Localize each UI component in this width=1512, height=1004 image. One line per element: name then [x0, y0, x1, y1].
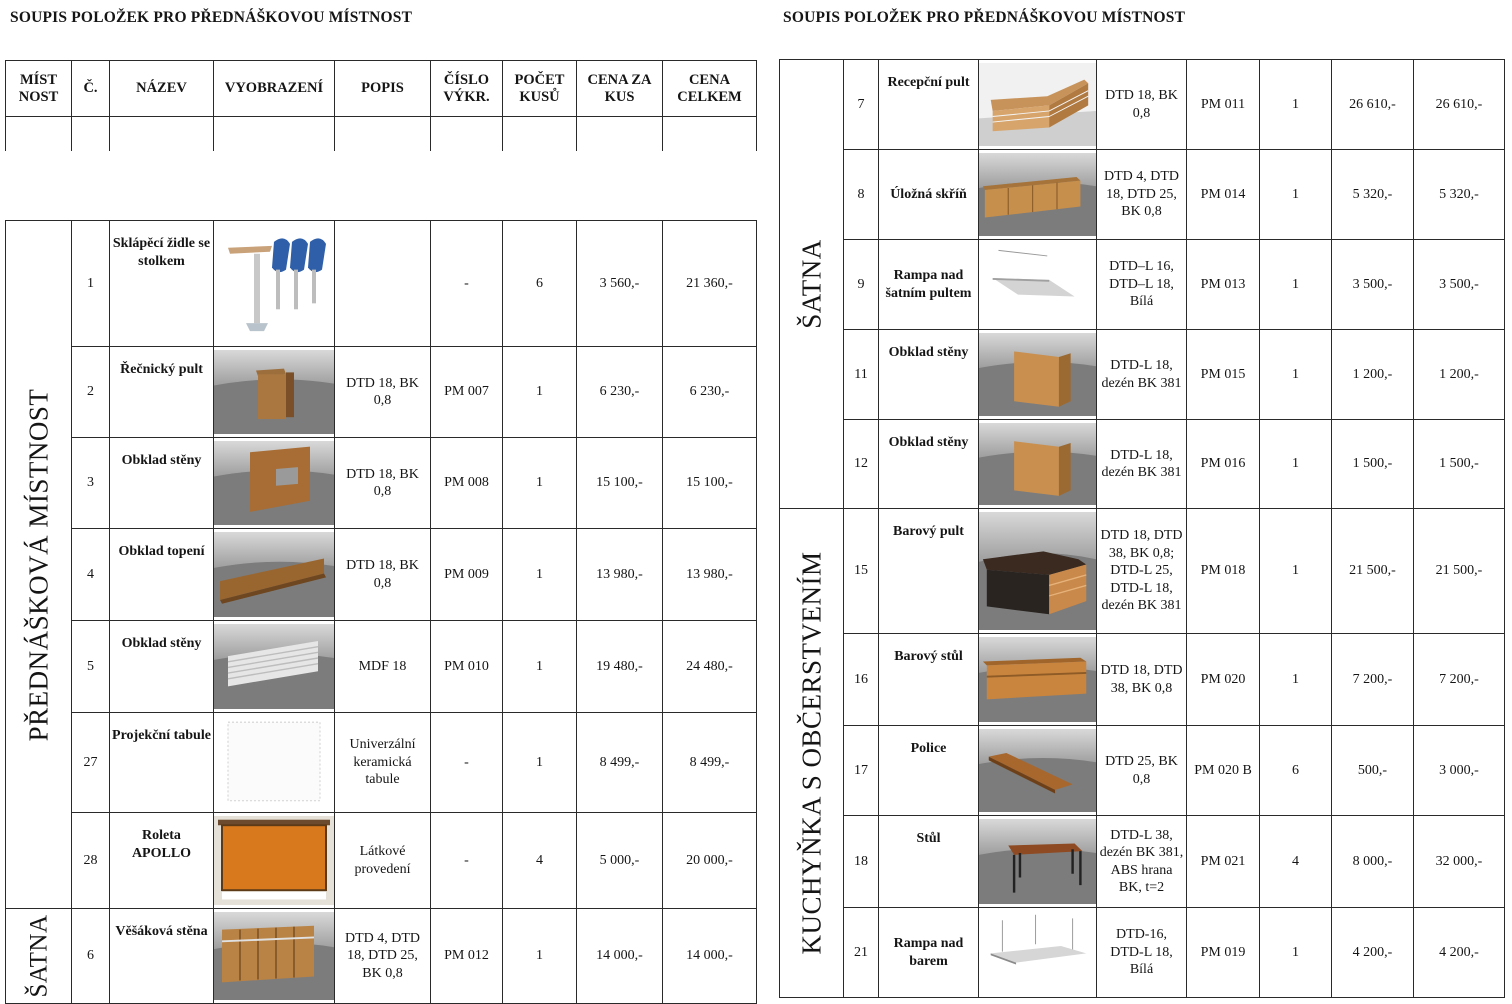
item-total-price: 20 000,- — [663, 813, 757, 909]
item-unit-price: 8 499,- — [577, 713, 663, 813]
table-row — [780, 330, 1505, 420]
table-row — [6, 529, 757, 621]
item-drawing-number: PM 020 B — [1187, 726, 1260, 816]
room-name: PŘEDNÁŠKOVÁ MÍSTNOST — [22, 388, 53, 741]
table-render — [979, 816, 1097, 907]
item-image — [214, 813, 335, 909]
header-name: NÁZEV — [110, 61, 214, 117]
item-unit-price: 15 100,- — [577, 438, 663, 529]
items-table-left — [5, 220, 757, 1004]
table-row — [6, 221, 757, 347]
item-drawing-number: - — [431, 713, 503, 813]
item-name: Úložná skříň — [879, 150, 979, 240]
item-drawing-number: PM 015 — [1187, 330, 1260, 420]
item-total-price: 1 500,- — [1414, 420, 1505, 509]
item-description: DTD 18, BK 0,8 — [335, 438, 431, 529]
storage-cabinet-render — [979, 150, 1097, 239]
folding-chairs-image — [214, 221, 335, 346]
item-total-price: 3 500,- — [1414, 240, 1505, 330]
item-total-price: 1 200,- — [1414, 330, 1505, 420]
item-name: Barový stůl — [879, 634, 979, 726]
room-label — [6, 221, 72, 909]
room-label — [6, 909, 72, 1004]
item-image — [979, 908, 1097, 998]
item-quantity: 4 — [1260, 816, 1332, 908]
item-quantity: 6 — [1260, 726, 1332, 816]
item-quantity: 1 — [1260, 420, 1332, 509]
table-row — [780, 726, 1505, 816]
item-unit-price: 5 320,- — [1332, 150, 1414, 240]
item-image — [214, 438, 335, 529]
item-quantity: 4 — [503, 813, 577, 909]
item-unit-price: 500,- — [1332, 726, 1414, 816]
room-label — [780, 60, 844, 509]
item-quantity: 1 — [1260, 908, 1332, 998]
radiator-cover-render — [214, 529, 335, 620]
table-row — [6, 813, 757, 909]
item-image — [979, 150, 1097, 240]
item-image — [979, 509, 1097, 634]
item-description: Univerzální keramická tabule — [335, 713, 431, 813]
item-unit-price: 26 610,- — [1332, 60, 1414, 150]
lectern-render — [214, 347, 335, 437]
item-image — [979, 60, 1097, 150]
item-name: Projekční tabule — [110, 713, 214, 813]
wall-cladding-render — [979, 420, 1097, 508]
item-description: DTD 18, BK 0,8 — [335, 529, 431, 621]
header-unit-price: CENA ZA KUS — [577, 61, 663, 117]
item-number: 18 — [844, 816, 879, 908]
item-description: DTD–L 16, DTD–L 18, Bílá — [1097, 240, 1187, 330]
item-drawing-number: PM 013 — [1187, 240, 1260, 330]
item-description: MDF 18 — [335, 621, 431, 713]
item-description: DTD 18, BK 0,8 — [335, 347, 431, 438]
item-number: 27 — [72, 713, 110, 813]
item-name: Barový pult — [879, 509, 979, 634]
room-name: KUCHYŇKA S OBČERSTVENÍM — [795, 551, 826, 955]
item-number: 15 — [844, 509, 879, 634]
item-image — [979, 726, 1097, 816]
item-unit-price: 6 230,- — [577, 347, 663, 438]
item-name: Police — [879, 726, 979, 816]
item-name: Obklad stěny — [879, 420, 979, 509]
table-row — [6, 347, 757, 438]
table-row — [780, 240, 1505, 330]
item-total-price: 26 610,- — [1414, 60, 1505, 150]
item-drawing-number: PM 014 — [1187, 150, 1260, 240]
item-image — [214, 909, 335, 1004]
item-name: Recepční pult — [879, 60, 979, 150]
table-row — [780, 816, 1505, 908]
table-row — [780, 150, 1505, 240]
item-quantity: 1 — [503, 347, 577, 438]
item-number: 3 — [72, 438, 110, 529]
item-name: Stůl — [879, 816, 979, 908]
item-image — [979, 634, 1097, 726]
table-row — [780, 509, 1505, 634]
item-unit-price: 13 980,- — [577, 529, 663, 621]
table-row — [780, 60, 1505, 150]
item-drawing-number: PM 016 — [1187, 420, 1260, 509]
item-description: DTD 18, BK 0,8 — [1097, 60, 1187, 150]
item-number: 8 — [844, 150, 879, 240]
item-total-price: 7 200,- — [1414, 634, 1505, 726]
item-name: Sklápěcí židle se stolkem — [110, 221, 214, 347]
item-description: DTD-L 18, dezén BK 381 — [1097, 420, 1187, 509]
item-description: DTD 18, DTD 38, BK 0,8 — [1097, 634, 1187, 726]
hanging-ramp-render — [979, 908, 1097, 997]
item-name: Roleta APOLLO — [110, 813, 214, 909]
item-quantity: 1 — [1260, 60, 1332, 150]
item-drawing-number: PM 011 — [1187, 60, 1260, 150]
item-name: Řečnický pult — [110, 347, 214, 438]
item-quantity: 1 — [1260, 150, 1332, 240]
header-number: Č. — [72, 61, 110, 117]
item-quantity: 6 — [503, 221, 577, 347]
item-total-price: 24 480,- — [663, 621, 757, 713]
item-image — [979, 420, 1097, 509]
wall-cladding-render — [979, 330, 1097, 419]
item-unit-price: 1 500,- — [1332, 420, 1414, 509]
item-name: Obklad stěny — [110, 438, 214, 529]
item-number: 12 — [844, 420, 879, 509]
item-total-price: 5 320,- — [1414, 150, 1505, 240]
item-drawing-number: PM 020 — [1187, 634, 1260, 726]
item-drawing-number: PM 018 — [1187, 509, 1260, 634]
table-row — [780, 634, 1505, 726]
wall-panel-render — [214, 438, 335, 528]
item-description: DTD-16, DTD-L 18, Bílá — [1097, 908, 1187, 998]
item-quantity: 1 — [503, 529, 577, 621]
item-number: 2 — [72, 347, 110, 438]
table-row — [6, 621, 757, 713]
item-image — [979, 816, 1097, 908]
item-drawing-number: PM 012 — [431, 909, 503, 1004]
item-unit-price: 7 200,- — [1332, 634, 1414, 726]
item-name: Věšáková stěna — [110, 909, 214, 1004]
item-total-price: 3 000,- — [1414, 726, 1505, 816]
item-number: 21 — [844, 908, 879, 998]
item-total-price: 13 980,- — [663, 529, 757, 621]
page-title-right: SOUPIS POLOŽEK PRO PŘEDNÁŠKOVOU MÍSTNOST — [783, 9, 1186, 26]
item-number: 11 — [844, 330, 879, 420]
item-total-price: 21 500,- — [1414, 509, 1505, 634]
item-quantity: 1 — [1260, 634, 1332, 726]
item-quantity: 1 — [503, 713, 577, 813]
item-drawing-number: - — [431, 221, 503, 347]
table-row — [6, 909, 757, 1004]
empty-row — [6, 117, 757, 151]
item-name: Rampa nad barem — [879, 908, 979, 998]
item-unit-price: 1 200,- — [1332, 330, 1414, 420]
shelf-render — [979, 726, 1097, 815]
item-number: 6 — [72, 909, 110, 1004]
item-quantity: 1 — [1260, 509, 1332, 634]
slatted-wall-render — [214, 621, 335, 712]
page-title-left: SOUPIS POLOŽEK PRO PŘEDNÁŠKOVOU MÍSTNOST — [10, 9, 413, 26]
item-name: Rampa nad šatním pultem — [879, 240, 979, 330]
item-drawing-number: PM 009 — [431, 529, 503, 621]
item-number: 28 — [72, 813, 110, 909]
item-unit-price: 3 500,- — [1332, 240, 1414, 330]
bar-table-render — [979, 634, 1097, 725]
item-unit-price: 21 500,- — [1332, 509, 1414, 634]
room-name: ŠATNA — [795, 239, 826, 329]
item-quantity: 1 — [1260, 240, 1332, 330]
table-row — [780, 420, 1505, 509]
item-total-price: 32 000,- — [1414, 816, 1505, 908]
item-description: DTD 25, BK 0,8 — [1097, 726, 1187, 816]
item-description: DTD 18, DTD 38, BK 0,8; DTD-L 25, DTD-L 18, dezén BK 381 — [1097, 509, 1187, 634]
item-unit-price: 8 000,- — [1332, 816, 1414, 908]
item-number: 16 — [844, 634, 879, 726]
header-room: MÍST NOST — [6, 61, 72, 117]
table-row — [6, 438, 757, 529]
item-quantity: 1 — [503, 438, 577, 529]
roller-blind-photo — [214, 813, 335, 908]
item-name: Obklad stěny — [879, 330, 979, 420]
header-quantity: POČET KUSŮ — [503, 61, 577, 117]
item-description: DTD-L 18, dezén BK 381 — [1097, 330, 1187, 420]
item-drawing-number: - — [431, 813, 503, 909]
item-name: Obklad topení — [110, 529, 214, 621]
header-table — [5, 60, 757, 151]
item-total-price: 15 100,- — [663, 438, 757, 529]
item-quantity: 1 — [503, 909, 577, 1004]
item-drawing-number: PM 007 — [431, 347, 503, 438]
item-description: DTD 4, DTD 18, DTD 25, BK 0,8 — [335, 909, 431, 1004]
item-description: DTD-L 38, dezén BK 381, ABS hrana BK, t=2 — [1097, 816, 1187, 908]
item-name: Obklad stěny — [110, 621, 214, 713]
projection-board-image — [214, 713, 335, 812]
bar-counter-render — [979, 509, 1097, 633]
reception-desk-render — [979, 60, 1097, 149]
item-quantity: 1 — [1260, 330, 1332, 420]
item-description: DTD 4, DTD 18, DTD 25, BK 0,8 — [1097, 150, 1187, 240]
item-unit-price: 4 200,- — [1332, 908, 1414, 998]
item-unit-price: 14 000,- — [577, 909, 663, 1004]
item-total-price: 6 230,- — [663, 347, 757, 438]
item-image — [214, 347, 335, 438]
coat-rack-wall-render — [214, 909, 335, 1003]
item-drawing-number: PM 010 — [431, 621, 503, 713]
item-image — [979, 330, 1097, 420]
room-name: ŠATNA — [24, 914, 52, 998]
header-total-price: CENA CELKEM — [663, 61, 757, 117]
item-drawing-number: PM 008 — [431, 438, 503, 529]
header-drawing-number: ČÍSLO VÝKR. — [431, 61, 503, 117]
item-unit-price: 3 560,- — [577, 221, 663, 347]
table-row — [6, 713, 757, 813]
item-number: 9 — [844, 240, 879, 330]
item-unit-price: 5 000,- — [577, 813, 663, 909]
item-image — [214, 529, 335, 621]
table-row — [780, 908, 1505, 998]
item-unit-price: 19 480,- — [577, 621, 663, 713]
item-number: 1 — [72, 221, 110, 347]
item-quantity: 1 — [503, 621, 577, 713]
item-drawing-number: PM 021 — [1187, 816, 1260, 908]
item-total-price: 14 000,- — [663, 909, 757, 1004]
item-image — [979, 240, 1097, 330]
header-description: POPIS — [335, 61, 431, 117]
item-total-price: 8 499,- — [663, 713, 757, 813]
item-image — [214, 221, 335, 347]
item-number: 7 — [844, 60, 879, 150]
item-number: 4 — [72, 529, 110, 621]
room-label — [780, 509, 844, 998]
item-image — [214, 713, 335, 813]
ramp-render — [979, 240, 1097, 329]
header-image: VYOBRAZENÍ — [214, 61, 335, 117]
item-total-price: 4 200,- — [1414, 908, 1505, 998]
item-description: Látkové provedení — [335, 813, 431, 909]
items-table-right — [779, 59, 1505, 998]
item-number: 17 — [844, 726, 879, 816]
item-drawing-number: PM 019 — [1187, 908, 1260, 998]
item-total-price: 21 360,- — [663, 221, 757, 347]
item-description — [335, 221, 431, 347]
item-image — [214, 621, 335, 713]
item-number: 5 — [72, 621, 110, 713]
